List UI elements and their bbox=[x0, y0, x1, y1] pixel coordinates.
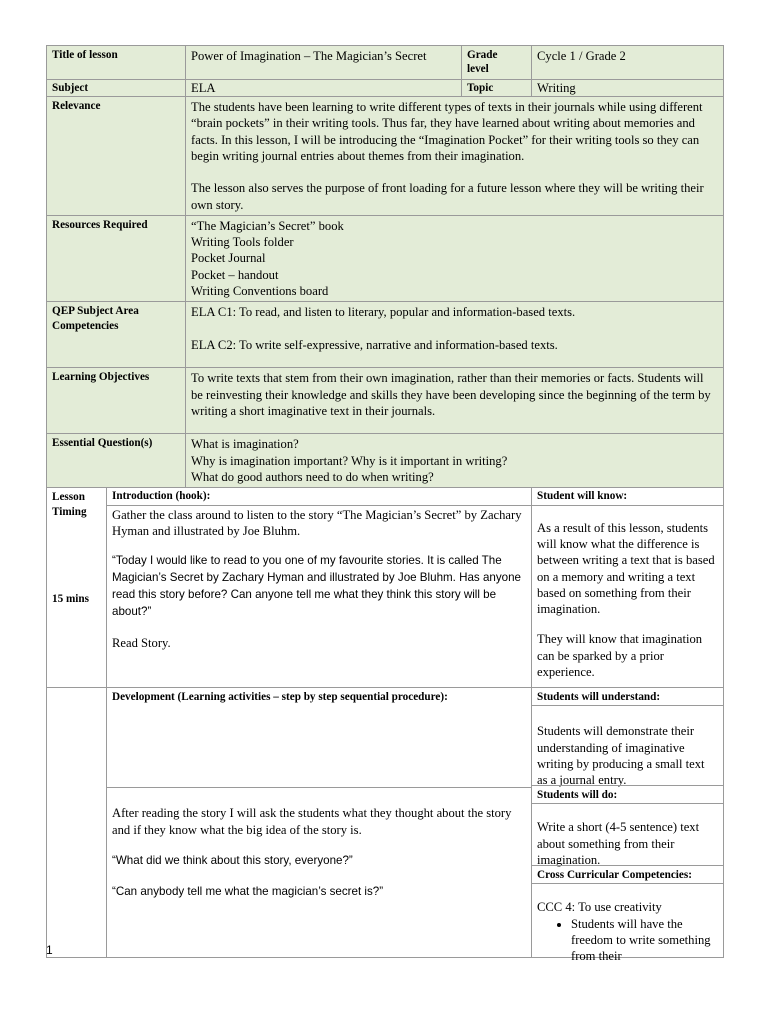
essential-questions-list bbox=[186, 434, 724, 488]
relevance-label: Relevance bbox=[47, 97, 186, 216]
development-cell bbox=[107, 688, 532, 958]
resource-item: Writing Tools folder bbox=[191, 235, 294, 250]
lesson-timing-label-1: Lesson bbox=[52, 491, 85, 504]
development-timing-cell bbox=[47, 688, 107, 958]
introduction-paragraph: Gather the class around to listen to the story “The Magician’s Secret” by Zachary Hyman and illustrated by Joe Bluhm. bbox=[112, 507, 522, 538]
students-will-understand-paragraph: Students will demonstrate their understanding of imaginative writing by producing a small text as a journal entry. bbox=[537, 724, 705, 788]
lesson-timing-cell bbox=[47, 488, 107, 688]
development-heading: Development (Learning activities – step by step sequential procedure): bbox=[112, 691, 448, 704]
student-will-know-paragraph-1: As a result of this lesson, students will know what the difference is between writing a text that is based on a memory and writing a text based on something from their imagination. bbox=[537, 520, 715, 617]
student-will-know-cell bbox=[532, 488, 724, 688]
development-paragraph: After reading the story I will ask the students what they thought about the story and if they know what the big idea of the story is. bbox=[112, 806, 512, 837]
introduction-read-story: Read Story. bbox=[112, 635, 171, 650]
resource-item: Pocket – handout bbox=[191, 267, 279, 282]
page-number: 1 bbox=[46, 943, 53, 957]
resource-item: Writing Conventions board bbox=[191, 284, 329, 299]
resources-label: Resources Required bbox=[47, 215, 186, 301]
lesson-plan-document bbox=[46, 45, 723, 964]
essential-question: Why is imagination important? Why is it important in writing? bbox=[191, 453, 508, 468]
relevance-paragraph-1: The students have been learning to write different types of texts in their journals while using different “brain pockets” in their writing tools. Thus far, they have learned about writing about memories and facts. In this lesson, I will be introducing the “Imagination Pocket” for their writing tools so they can begin writing journal entries about themes from their imagination. bbox=[191, 100, 703, 163]
grade-label-line2: level bbox=[467, 63, 489, 76]
lesson-plan-table bbox=[46, 45, 724, 964]
student-will-know-paragraph-2: They will know that imagination can be sparked by a prior experience. bbox=[537, 632, 703, 680]
essential-question: What is imagination? bbox=[191, 437, 299, 452]
objectives-label: Learning Objectives bbox=[47, 368, 186, 434]
essential-questions-label: Essential Question(s) bbox=[47, 434, 186, 488]
grade-label bbox=[462, 46, 532, 80]
resources-list bbox=[186, 215, 724, 301]
resource-item: Pocket Journal bbox=[191, 251, 266, 266]
development-question-2: “Can anybody tell me what the magician’s secret is?” bbox=[112, 884, 384, 898]
subject-value: ELA bbox=[186, 79, 462, 96]
students-will-do-paragraph: Write a short (4-5 sentence) text about something from their imagination. bbox=[537, 820, 700, 867]
essential-question: What do good authors need to do when writing? bbox=[191, 469, 434, 484]
lesson-timing-minutes: 15 mins bbox=[52, 593, 89, 606]
topic-value: Writing bbox=[532, 79, 724, 96]
introduction-heading: Introduction (hook): bbox=[107, 488, 531, 505]
qep-c1: ELA C1: To read, and listen to literary, popular and information-based texts. bbox=[191, 305, 576, 320]
qep-label: QEP Subject Area Competencies bbox=[47, 302, 186, 368]
students-will-do-heading: Students will do: bbox=[532, 786, 723, 804]
introduction-cell bbox=[107, 488, 532, 688]
objectives-paragraph: To write texts that stem from their own imagination, rather than their memories or facts. Students will be reinvesting their knowledge and skills they have been developing since the beginning of the term by writing a short imaginative text in their journals. bbox=[191, 371, 711, 418]
grade-label-line1: Grade bbox=[467, 49, 498, 61]
student-will-know-heading: Student will know: bbox=[532, 488, 723, 505]
cross-curricular-competency: CCC 4: To use creativity bbox=[537, 900, 662, 915]
resource-item: “The Magician’s Secret” book bbox=[191, 218, 344, 233]
development-question-1: “What did we think about this story, everyone?” bbox=[112, 853, 353, 867]
topic-label: Topic bbox=[462, 79, 532, 96]
qep-competencies bbox=[186, 302, 724, 368]
outcomes-cell bbox=[532, 688, 724, 964]
cross-curricular-heading: Cross Curricular Competencies: bbox=[532, 866, 723, 884]
objectives-value bbox=[186, 368, 724, 434]
cross-curricular-bullet: • Students will have the freedom to write something from their bbox=[571, 916, 717, 965]
lesson-timing-label-2: Timing bbox=[52, 505, 87, 518]
title-label: Title of lesson bbox=[47, 46, 186, 80]
relevance-paragraph-2: The lesson also serves the purpose of front loading for a future lesson where they will be writing their own story. bbox=[191, 181, 704, 212]
qep-c2: ELA C2: To write self-expressive, narrative and information-based texts. bbox=[191, 337, 558, 352]
relevance-value bbox=[186, 97, 724, 216]
cross-curricular-bullets bbox=[537, 916, 717, 965]
subject-label: Subject bbox=[47, 79, 186, 96]
students-will-understand-heading: Students will understand: bbox=[532, 688, 723, 706]
title-value: Power of Imagination – The Magician’s Secret bbox=[186, 46, 462, 80]
introduction-quote: “Today I would like to read to you one of my favourite stories. It is called The Magician’s Secret by Zachary Hyman and illustrated by Joe Bluhm. Has anyone read this story before? Can anyone tell me what they think this story will be about?” bbox=[112, 554, 521, 618]
grade-value: Cycle 1 / Grade 2 bbox=[532, 46, 724, 80]
